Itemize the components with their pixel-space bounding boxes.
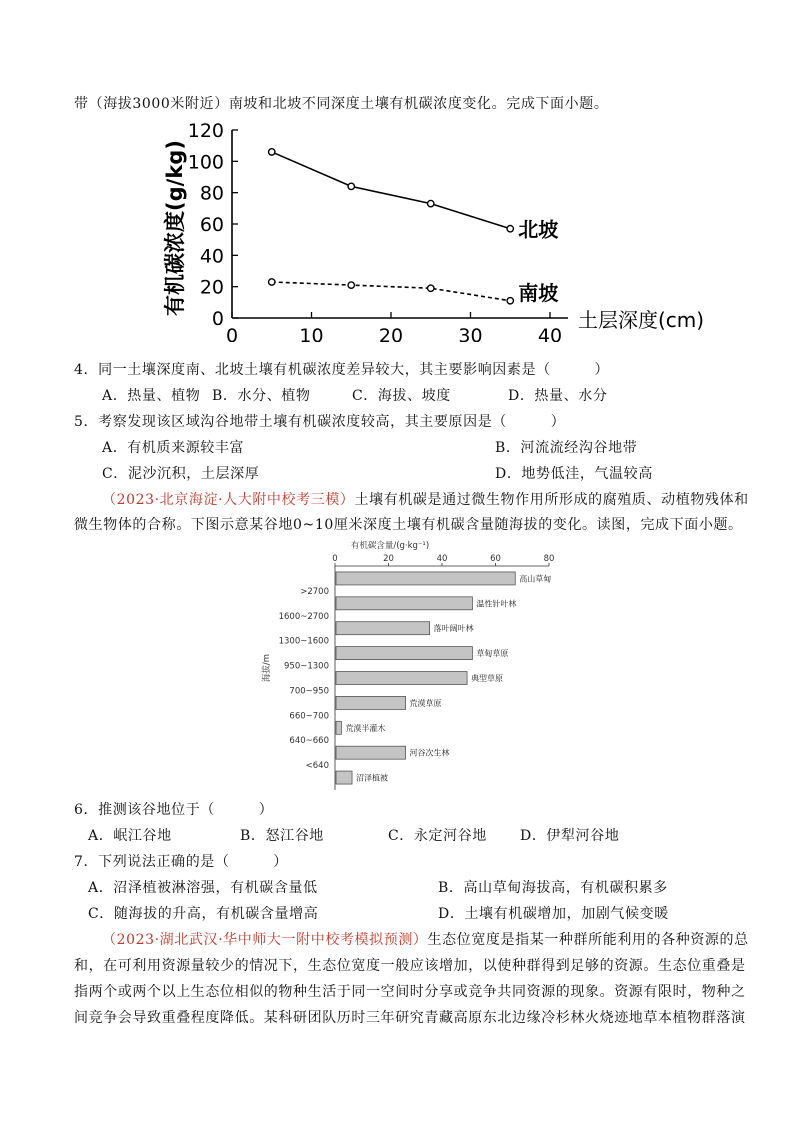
passage-3-line-4: 间竞争会导致重叠程度降低。某科研团队历时三年研究青藏高原东北边缘冷杉林火烧迹地草本植物群落演 (74, 1010, 746, 1026)
data-point (269, 149, 275, 155)
passage-2-line-1 (102, 490, 749, 510)
data-point (348, 183, 354, 189)
x-tick-label: 20 (383, 554, 394, 564)
q7-option-c[interactable]: C．随海拔的升高，有机碳含量增高 (88, 906, 319, 922)
question-7-stem: 7．下列说法正确的是（ ） (74, 854, 288, 870)
question-5-stem: 5．考察发现该区域沟谷地带土壤有机碳浓度较高，其主要原因是（ ） (74, 414, 566, 430)
passage-text: 生态位宽度是指某一种群所能利用的各种资源的总 (427, 932, 749, 948)
altitude-label: 950~1300 (284, 661, 329, 672)
series-line-north (272, 152, 511, 229)
altitude-label: 1300~1600 (278, 636, 329, 647)
bar (336, 572, 515, 585)
x-tick-label: 80 (543, 554, 555, 564)
source-citation: （2023·湖北武汉·华中师大一附中校考模拟预测） (102, 932, 428, 948)
y-axis-label: 有机碳浓度(g/kg) (163, 140, 187, 316)
q7-option-d[interactable]: D．土壤有机碳增加，加剧气候变暖 (438, 906, 669, 922)
bar-category-label: 高山草甸 (519, 574, 552, 584)
q7-option-b[interactable]: B．高山草甸海拔高，有机碳积累多 (438, 880, 668, 896)
q7-option-a[interactable]: A．沼泽植被淋溶强，有机碳含量低 (88, 880, 318, 896)
bar-category-label: 落叶阔叶林 (433, 624, 474, 634)
q4-option-b[interactable]: B．水分、植物 (212, 388, 311, 404)
passage-2-line-2: 微生物体的合称。下图示意某谷地0~10厘米深度土壤有机碳含量随海拔的变化。读图，完成下面小题。 (74, 517, 743, 533)
x-tick-label: 0 (332, 554, 338, 564)
bar-category-label: 草甸草原 (476, 649, 509, 659)
bar-chart-title: 有机碳含量/(g·kg⁻¹) (350, 541, 430, 551)
passage-3-line-1 (102, 930, 749, 950)
x-tick-label: 20 (378, 325, 404, 342)
q4-option-d[interactable]: D．热量、水分 (508, 388, 608, 404)
x-tick-label: 60 (490, 554, 501, 564)
line-chart (150, 112, 710, 342)
intro-text: 带（海拔3000米附近）南坡和北坡不同深度土壤有机碳浓度变化。完成下面小题。 (74, 96, 609, 112)
altitude-label: 1600~2700 (278, 611, 329, 622)
bar (336, 696, 406, 709)
bar (336, 597, 472, 610)
data-point (348, 282, 354, 288)
y-tick-label: 100 (187, 151, 224, 174)
data-point (428, 285, 434, 291)
y-tick-label: 120 (187, 120, 224, 142)
q4-option-a[interactable]: A．热量、植物 (102, 388, 201, 404)
series-label: 北坡 (518, 217, 559, 242)
bar-category-label: 温性针叶林 (476, 599, 517, 609)
passage-3-line-3: 指两个或两个以上生态位相似的物种生活于同一空间时分享或竞争共同资源的现象。资源有限时，物种之 (74, 984, 746, 1000)
y-tick-label: 60 (199, 214, 224, 236)
x-tick-label: 40 (436, 554, 448, 564)
bar-category-label: 沼泽植被 (356, 773, 389, 783)
bar (336, 746, 406, 759)
bar-chart (255, 538, 585, 796)
q6-option-c[interactable]: C．永定河谷地 (388, 828, 487, 844)
bar (336, 622, 430, 635)
x-axis-label: 土层深度(cm) (578, 308, 705, 332)
y-tick-label: 0 (211, 308, 224, 330)
line-chart-series (269, 149, 560, 305)
bar (336, 771, 352, 784)
altitude-label: 700~950 (289, 686, 329, 697)
x-tick-label: 10 (299, 325, 324, 342)
altitude-label: 640~660 (289, 736, 329, 747)
question-6-stem: 6．推测该谷地位于（ ） (74, 802, 274, 818)
question-4-stem: 4．同一土壤深度南、北坡土壤有机碳浓度差异较大，其主要影响因素是（ ） (74, 362, 610, 378)
bar-category-label: 荒漠草原 (409, 698, 442, 708)
y-tick-label: 20 (199, 276, 224, 299)
bar (336, 721, 341, 734)
source-citation: （2023·北京海淀·人大附中校考三模） (102, 492, 355, 508)
passage-3-line-2: 和，在可利用资源量较少的情况下，生态位宽度一般应该增加，以使种群得到足够的资源。生态位重叠是 (74, 958, 746, 974)
bar-category-label: 荒漠半灌木 (345, 723, 386, 733)
passage-text: 土壤有机碳是通过微生物作用所形成的腐殖质、动植物残体和 (354, 492, 749, 508)
data-point (507, 298, 513, 304)
q4-option-c[interactable]: C．海拔、坡度 (352, 388, 451, 404)
q5-option-a[interactable]: A．有机质来源较丰富 (102, 440, 245, 456)
altitude-label: <640 (305, 761, 329, 772)
bar-category-label: 典型草原 (471, 674, 504, 683)
q5-option-d[interactable]: D．地势低洼，气温较高 (495, 466, 653, 482)
bar-chart-y-label: 海拔/m (262, 653, 272, 683)
series-label: 南坡 (518, 280, 559, 305)
q6-option-a[interactable]: A．岷江谷地 (88, 828, 172, 844)
y-tick-label: 40 (199, 245, 224, 268)
altitude-label: 660~700 (289, 711, 329, 722)
data-point (507, 226, 513, 232)
bar-chart-bars (336, 572, 551, 784)
data-point (428, 200, 434, 206)
x-tick-label: 40 (537, 325, 563, 342)
q6-option-d[interactable]: D．伊犁河谷地 (520, 828, 620, 844)
x-tick-label: 30 (458, 325, 483, 342)
q5-option-b[interactable]: B．河流流经沟谷地带 (495, 440, 638, 456)
bar (336, 672, 467, 685)
q5-option-c[interactable]: C．泥沙沉积，土层深厚 (102, 466, 260, 482)
series-line-south (272, 282, 511, 301)
bar-category-label: 河谷次生林 (409, 748, 450, 758)
altitude-label: >2700 (300, 586, 329, 597)
bar (336, 647, 472, 660)
q6-option-b[interactable]: B．怒江谷地 (240, 828, 324, 844)
data-point (269, 279, 275, 285)
x-tick-label: 0 (225, 325, 239, 342)
y-tick-label: 80 (199, 182, 224, 205)
